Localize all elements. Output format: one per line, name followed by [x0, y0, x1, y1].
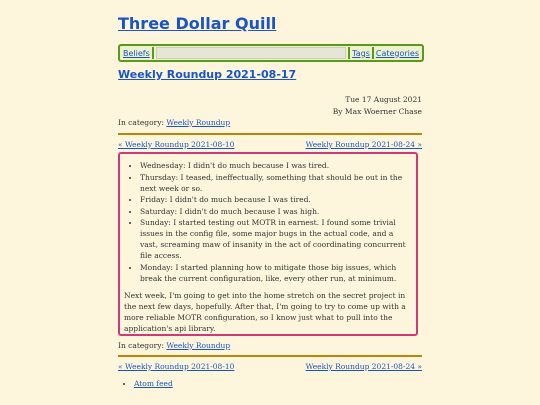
nav-beliefs-link[interactable]: Beliefs [123, 48, 150, 58]
nav-categories-link[interactable]: Categories [375, 48, 419, 58]
divider [118, 133, 422, 135]
list-item [134, 378, 173, 389]
prev-post-link[interactable]: « Weekly Roundup 2021-08-10 [118, 140, 235, 149]
nav-tags-link[interactable]: Tags [352, 48, 370, 58]
nav-spacer [156, 47, 346, 59]
post-pager-bottom [118, 362, 422, 371]
closing-paragraph: Next week, I'm going to get into the home stretch on the secret project in the next few days, hopefully. After that, I'm going to try to come up with a more reliable MOTR configuration, so I know just what to pull into the application's api library. [124, 290, 406, 333]
category-link[interactable]: Weekly Roundup [166, 341, 231, 350]
roundup-list [124, 160, 412, 284]
post-title-link[interactable]: Weekly Roundup 2021-08-17 [118, 68, 297, 81]
atom-feed-link[interactable]: Atom feed [134, 379, 173, 388]
category-link[interactable]: Weekly Roundup [166, 118, 231, 127]
category-label: In category: [118, 341, 164, 350]
next-post-link[interactable]: Weekly Roundup 2021-08-24 » [305, 140, 422, 149]
list-item: • Thursday: I teased, ineffectually, something that should be out in the next week or so. [140, 172, 412, 194]
footer-links [118, 378, 173, 395]
post-content [118, 152, 418, 336]
list-item: • Monday: I started planning how to mitigate those big issues, which break the current configuration, like, every other run, at minimum. [140, 262, 412, 284]
list-item: • Sunday: I started testing out MOTR in earnest. I found some trivial issues in the config file, some major bugs in the actual code, and a vast, screaming maw of insanity in the act of coordinating concurrent file access. [140, 217, 412, 261]
list-item: • Saturday: I didn't do much because I was high. [140, 206, 412, 217]
site-title-link[interactable]: Three Dollar Quill [118, 14, 277, 33]
post-author: By Max Woerner Chase [332, 107, 422, 116]
nav-bar [118, 44, 424, 62]
post-category-bottom [118, 341, 230, 350]
post-category [118, 118, 230, 127]
list-item: • Wednesday: I didn't do much because I was tired. [140, 160, 412, 171]
post-meta [333, 94, 422, 118]
post-date: Tue 17 August 2021 [345, 95, 422, 104]
post-pager [118, 140, 422, 149]
divider [118, 355, 422, 357]
prev-post-link[interactable]: « Weekly Roundup 2021-08-10 [118, 362, 235, 371]
category-label: In category: [118, 118, 164, 127]
list-item: • Friday: I didn't do much because I was tired. [140, 194, 412, 205]
next-post-link[interactable]: Weekly Roundup 2021-08-24 » [305, 362, 422, 371]
nav-divider [152, 47, 154, 59]
